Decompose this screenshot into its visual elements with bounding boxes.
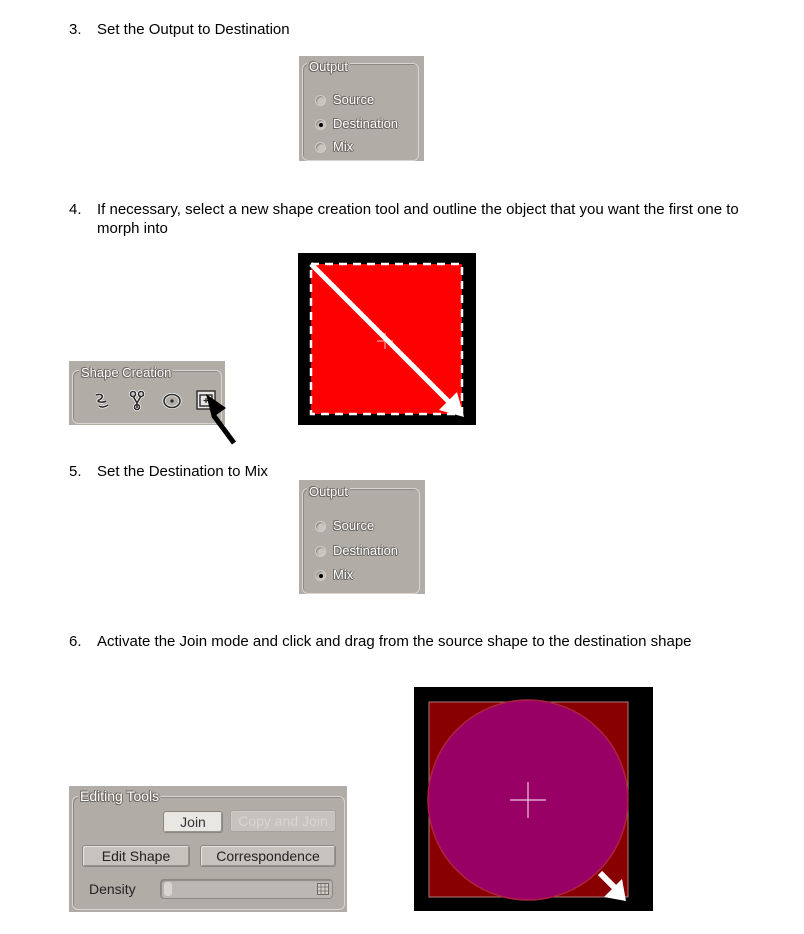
radio-button[interactable] xyxy=(315,546,326,557)
shape-creation-legend: Shape Creation xyxy=(81,365,172,380)
output-legend: Output xyxy=(309,484,349,499)
radio-button-selected[interactable] xyxy=(315,570,326,581)
radio-button[interactable] xyxy=(315,521,326,532)
step-text: If necessary, select a new shape creation tool and outline the object that you want the first one to morph into xyxy=(97,201,739,237)
density-label: Density xyxy=(89,881,136,897)
radio-button[interactable] xyxy=(315,142,326,153)
step-number: 5. xyxy=(69,463,82,480)
step-4 xyxy=(69,200,781,240)
step-text: Set the Destination to Mix xyxy=(97,463,268,480)
step-number: 4. xyxy=(69,201,82,218)
copy-and-join-button[interactable]: Copy and Join xyxy=(230,810,336,832)
step-text: Set the Output to Destination xyxy=(97,21,290,38)
radio-button[interactable] xyxy=(315,95,326,106)
editing-tools-legend: Editing Tools xyxy=(80,788,160,804)
edit-shape-button[interactable]: Edit Shape xyxy=(82,845,190,867)
step-number: 3. xyxy=(69,21,82,38)
step-number: 6. xyxy=(69,633,82,650)
output-panel-mix xyxy=(299,480,425,594)
join-button[interactable]: Join xyxy=(163,811,223,833)
output-legend: Output xyxy=(309,59,349,74)
density-slider[interactable] xyxy=(160,879,333,899)
pointer-arrow-icon xyxy=(200,388,240,448)
bezier-icon[interactable] xyxy=(125,388,149,412)
radio-label: Destination xyxy=(333,116,399,131)
radio-label: Mix xyxy=(333,567,354,582)
correspondence-button[interactable]: Correspondence xyxy=(200,845,336,867)
ellipse-icon[interactable] xyxy=(160,389,184,413)
density-grid-icon[interactable] xyxy=(317,883,329,895)
step-text: Activate the Join mode and click and drag from the source shape to the destination shape xyxy=(97,633,692,650)
radio-label: Source xyxy=(333,92,375,107)
radio-label: Source xyxy=(333,518,375,533)
radio-label: Destination xyxy=(333,543,399,558)
freehand-icon[interactable] xyxy=(90,389,114,413)
join-preview-canvas xyxy=(414,687,653,911)
editing-tools-panel xyxy=(69,786,347,912)
density-slider-handle[interactable] xyxy=(164,882,172,896)
rectangle-outline-canvas xyxy=(298,253,476,425)
radio-button-selected[interactable] xyxy=(315,119,326,130)
radio-label: Mix xyxy=(333,139,354,154)
output-panel-destination xyxy=(299,56,424,161)
